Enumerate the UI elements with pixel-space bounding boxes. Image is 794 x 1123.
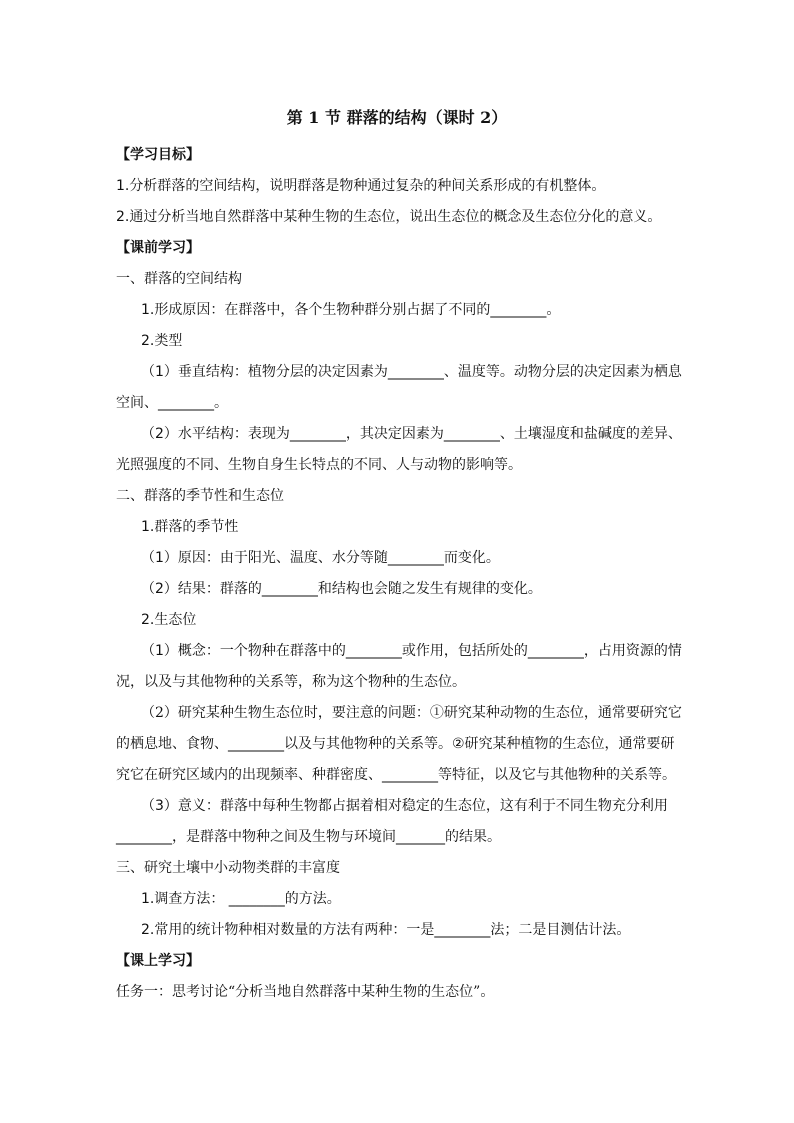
goal-1: 1.分析群落的空间结构，说明群落是物种通过复杂的种间关系形成的有机整体。 [116,178,606,194]
task-1: 任务一：思考讨论“分析当地自然群落中某种生物的生态位”。 [116,984,495,1000]
heading-seasonality-niche: 二、群落的季节性和生态位 [116,488,284,504]
item-seasonality-cause: （1）原因：由于阳光、温度、水分等随________而变化。 [141,550,500,566]
item-vertical-structure-cont: 空间、________。 [116,395,228,411]
heading-soil-animals: 三、研究土壤中小动物类群的丰富度 [116,860,340,876]
item-horizontal-structure: （2）水平结构：表现为________，其决定因素为________、土壤湿度和盐碱度的差异、 [141,426,682,442]
item-niche-significance: （3）意义：群落中每种生物都占据着相对稳定的生态位，这有利于不同生物充分利用 [141,798,668,814]
section-heading-in-class: 【课上学习】 [116,953,200,969]
item-counting-methods: 2.常用的统计物种相对数量的方法有两种：一是________法；二是目测估计法。 [141,922,631,938]
item-niche-concept-cont: 况，以及与其他物种的关系等，称为这个物种的生态位。 [116,674,466,690]
item-types: 2.类型 [141,333,183,349]
item-niche-study: （2）研究某种生物生态位时，要注意的问题：①研究某种动物的生态位，通常要研究它 [141,705,682,721]
section-heading-learning-goals: 【学习目标】 [116,147,200,163]
item-seasonality: 1.群落的季节性 [141,519,239,535]
item-niche: 2.生态位 [141,612,197,628]
item-survey-method: 1.调查方法： ________的方法。 [141,891,341,907]
section-heading-pre-class: 【课前学习】 [116,240,200,256]
item-horizontal-structure-cont: 光照强度的不同、生物自身生长特点的不同、人与动物的影响等。 [116,457,522,473]
item-cause: 1.形成原因：在群落中，各个生物种群分别占据了不同的________。 [141,302,561,318]
heading-spatial-structure: 一、群落的空间结构 [116,271,242,287]
item-seasonality-result: （2）结果：群落的________和结构也会随之发生有规律的变化。 [141,581,542,597]
item-niche-concept: （1）概念：一个物种在群落中的________或作用，包括所处的________，占用资源的情 [141,643,682,659]
item-niche-significance-cont: ________，是群落中物种之间及生物与环境间_______的结果。 [116,829,501,845]
item-niche-study-cont-2: 究它在研究区域内的出现频率、种群密度、________等特征，以及它与其他物种的关系等。 [116,767,676,783]
page-title: 第 1 节 群落的结构（课时 2） [286,108,508,127]
item-niche-study-cont-1: 的栖息地、食物、________以及与其他物种的关系等。②研究某种植物的生态位，通常要研 [116,736,675,752]
item-vertical-structure: （1）垂直结构：植物分层的决定因素为________、温度等。动物分层的决定因素为栖息 [141,364,682,380]
goal-2: 2.通过分析当地自然群落中某种生物的生态位，说出生态位的概念及生态位分化的意义。 [116,209,662,225]
